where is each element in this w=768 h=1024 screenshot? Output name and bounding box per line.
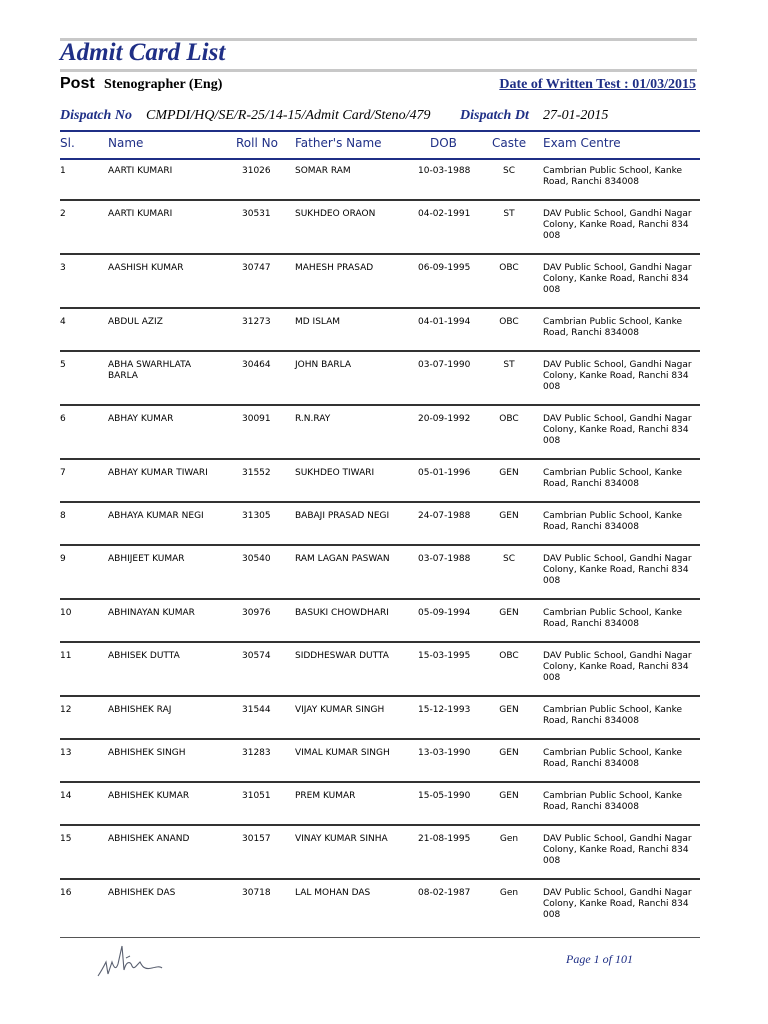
row-centre: Cambrian Public School, Kanke Road, Ranchi 834008 — [543, 468, 683, 489]
row-roll: 30531 — [242, 209, 271, 219]
page-title: Admit Card List — [60, 39, 226, 66]
row-roll: 30574 — [242, 651, 271, 661]
row-divider — [60, 738, 700, 740]
row-caste: OBC — [499, 317, 519, 327]
row-dob: 06-09-1995 — [418, 263, 471, 273]
row-name: ABDUL AZIZ — [108, 317, 163, 327]
page-number: Page 1 of 101 — [566, 952, 633, 966]
header-sl: Sl. — [60, 136, 75, 150]
row-sl: 16 — [60, 888, 72, 898]
row-divider — [60, 199, 700, 201]
row-centre: Cambrian Public School, Kanke Road, Ranchi 834008 — [543, 166, 683, 187]
row-father: BABAJI PRASAD NEGI — [295, 511, 390, 521]
row-caste: GEN — [499, 748, 519, 758]
title-rule — [60, 69, 697, 72]
row-dob: 04-01-1994 — [418, 317, 471, 327]
row-dob: 03-07-1988 — [418, 554, 471, 564]
row-name: ABHISHEK ANAND — [108, 834, 190, 844]
row-father: RAM LAGAN PASWAN — [295, 554, 390, 564]
header-caste: Caste — [492, 136, 527, 150]
row-roll: 31305 — [242, 511, 271, 521]
row-father: BASUKI CHOWDHARI — [295, 608, 389, 618]
row-name: AARTI KUMARI — [108, 166, 173, 176]
row-father: SUKHDEO TIWARI — [295, 468, 375, 478]
row-centre: DAV Public School, Gandhi Nagar Colony, Kanke Road, Ranchi 834 008 — [543, 651, 692, 683]
row-dob: 10-03-1988 — [418, 166, 471, 176]
row-sl: 4 — [60, 317, 66, 327]
row-roll: 30718 — [242, 888, 271, 898]
row-caste: OBC — [499, 414, 519, 424]
row-name: ABHAY KUMAR — [108, 414, 174, 424]
dispatch-dt-label: Dispatch Dt — [460, 108, 529, 123]
row-dob: 05-01-1996 — [418, 468, 471, 478]
row-name: ABHA SWARHLATA BARLA — [108, 360, 192, 381]
dispatch-no-label: Dispatch No — [60, 108, 132, 123]
row-caste: Gen — [499, 888, 519, 898]
row-centre: Cambrian Public School, Kanke Road, Ranchi 834008 — [543, 511, 683, 532]
row-dob: 03-07-1990 — [418, 360, 471, 370]
row-name: AASHISH KUMAR — [108, 263, 184, 273]
row-divider — [60, 501, 700, 503]
row-name: ABHAY KUMAR TIWARI — [108, 468, 208, 478]
row-father: MAHESH PRASAD — [295, 263, 374, 273]
row-roll: 30464 — [242, 360, 271, 370]
row-sl: 14 — [60, 791, 72, 801]
row-roll: 30091 — [242, 414, 271, 424]
row-sl: 3 — [60, 263, 66, 273]
row-centre: Cambrian Public School, Kanke Road, Ranchi 834008 — [543, 705, 683, 726]
table-header-bottom-rule — [60, 158, 700, 160]
row-roll: 30157 — [242, 834, 271, 844]
row-father: R.N.RAY — [295, 414, 331, 424]
row-name: ABHISHEK KUMAR — [108, 791, 190, 801]
row-divider — [60, 598, 700, 600]
header-roll: Roll No — [236, 136, 278, 150]
row-divider — [60, 253, 700, 255]
header-centre: Exam Centre — [543, 136, 621, 150]
row-divider — [60, 695, 700, 697]
row-roll: 31544 — [242, 705, 271, 715]
dispatch-no-value: CMPDI/HQ/SE/R-25/14-15/Admit Card/Steno/479 — [146, 108, 431, 123]
row-divider — [60, 307, 700, 309]
row-dob: 15-05-1990 — [418, 791, 471, 801]
row-father: SUKHDEO ORAON — [295, 209, 376, 219]
row-caste: GEN — [499, 608, 519, 618]
dispatch-row — [60, 108, 697, 128]
signature — [96, 940, 166, 989]
row-name: ABHISHEK SINGH — [108, 748, 186, 758]
header-father: Father's Name — [295, 136, 382, 150]
row-centre: DAV Public School, Gandhi Nagar Colony, Kanke Road, Ranchi 834 008 — [543, 554, 692, 586]
row-name: ABHISHEK DAS — [108, 888, 176, 898]
row-dob: 05-09-1994 — [418, 608, 471, 618]
written-test-date: Date of Written Test : 01/03/2015 — [499, 77, 696, 92]
row-divider — [60, 878, 700, 880]
row-centre: Cambrian Public School, Kanke Road, Ranchi 834008 — [543, 608, 683, 629]
row-name: ABHAYA KUMAR NEGI — [108, 511, 204, 521]
row-father: LAL MOHAN DAS — [295, 888, 371, 898]
row-father: VIMAL KUMAR SINGH — [295, 748, 390, 758]
row-sl: 13 — [60, 748, 72, 758]
header-dob: DOB — [430, 136, 457, 150]
row-roll: 31026 — [242, 166, 271, 176]
row-roll: 31273 — [242, 317, 271, 327]
row-centre: DAV Public School, Gandhi Nagar Colony, Kanke Road, Ranchi 834 008 — [543, 888, 692, 920]
post-value: Stenographer (Eng) — [104, 77, 223, 92]
row-dob: 21-08-1995 — [418, 834, 471, 844]
row-sl: 9 — [60, 554, 66, 564]
row-caste: GEN — [499, 705, 519, 715]
row-sl: 2 — [60, 209, 66, 219]
row-caste: OBC — [499, 263, 519, 273]
row-sl: 10 — [60, 608, 72, 618]
row-father: JOHN BARLA — [295, 360, 352, 370]
row-roll: 30747 — [242, 263, 271, 273]
row-caste: GEN — [499, 511, 519, 521]
row-divider — [60, 404, 700, 406]
row-caste: GEN — [499, 791, 519, 801]
row-centre: DAV Public School, Gandhi Nagar Colony, Kanke Road, Ranchi 834 008 — [543, 360, 692, 392]
row-father: MD ISLAM — [295, 317, 341, 327]
row-roll: 30976 — [242, 608, 271, 618]
row-name: AARTI KUMARI — [108, 209, 173, 219]
row-dob: 24-07-1988 — [418, 511, 471, 521]
row-caste: GEN — [499, 468, 519, 478]
row-name: ABHIJEET KUMAR — [108, 554, 185, 564]
row-father: SOMAR RAM — [295, 166, 351, 176]
row-caste: OBC — [499, 651, 519, 661]
row-roll: 30540 — [242, 554, 271, 564]
row-name: ABHISHEK RAJ — [108, 705, 172, 715]
row-dob: 04-02-1991 — [418, 209, 471, 219]
row-dob: 20-09-1992 — [418, 414, 471, 424]
row-sl: 12 — [60, 705, 72, 715]
row-centre: Cambrian Public School, Kanke Road, Ranchi 834008 — [543, 748, 683, 769]
row-divider — [60, 544, 700, 546]
row-centre: DAV Public School, Gandhi Nagar Colony, Kanke Road, Ranchi 834 008 — [543, 834, 692, 866]
row-centre: DAV Public School, Gandhi Nagar Colony, Kanke Road, Ranchi 834 008 — [543, 263, 692, 295]
row-dob: 13-03-1990 — [418, 748, 471, 758]
row-centre: Cambrian Public School, Kanke Road, Ranchi 834008 — [543, 791, 683, 812]
row-divider — [60, 641, 700, 643]
row-divider — [60, 937, 700, 938]
row-father: VINAY KUMAR SINHA — [295, 834, 388, 844]
row-caste: SC — [503, 166, 515, 176]
row-sl: 6 — [60, 414, 66, 424]
row-centre: DAV Public School, Gandhi Nagar Colony, Kanke Road, Ranchi 834 008 — [543, 209, 692, 241]
row-name: ABHISEK DUTTA — [108, 651, 180, 661]
row-roll: 31552 — [242, 468, 271, 478]
row-dob: 08-02-1987 — [418, 888, 471, 898]
row-divider — [60, 824, 700, 826]
row-divider — [60, 350, 700, 352]
row-caste: SC — [503, 554, 515, 564]
row-dob: 15-12-1993 — [418, 705, 471, 715]
post-label: Post — [60, 75, 95, 92]
row-divider — [60, 458, 700, 460]
row-roll: 31051 — [242, 791, 271, 801]
row-dob: 15-03-1995 — [418, 651, 471, 661]
row-father: VIJAY KUMAR SINGH — [295, 705, 385, 715]
row-sl: 1 — [60, 166, 66, 176]
dispatch-dt-value: 27-01-2015 — [543, 108, 609, 123]
row-centre: Cambrian Public School, Kanke Road, Ranchi 834008 — [543, 317, 683, 338]
row-sl: 11 — [60, 651, 72, 661]
row-father: SIDDHESWAR DUTTA — [295, 651, 389, 661]
row-name: ABHINAYAN KUMAR — [108, 608, 195, 618]
row-caste: ST — [503, 360, 515, 370]
row-centre: DAV Public School, Gandhi Nagar Colony, Kanke Road, Ranchi 834 008 — [543, 414, 692, 446]
row-caste: Gen — [499, 834, 519, 844]
row-sl: 8 — [60, 511, 66, 521]
row-sl: 5 — [60, 360, 66, 370]
row-caste: ST — [503, 209, 515, 219]
row-sl: 7 — [60, 468, 66, 478]
header-name: Name — [108, 136, 144, 150]
row-divider — [60, 781, 700, 783]
table-header-top-rule — [60, 130, 700, 132]
row-sl: 15 — [60, 834, 72, 844]
row-father: PREM KUMAR — [295, 791, 356, 801]
table-header — [0, 134, 768, 156]
row-roll: 31283 — [242, 748, 271, 758]
